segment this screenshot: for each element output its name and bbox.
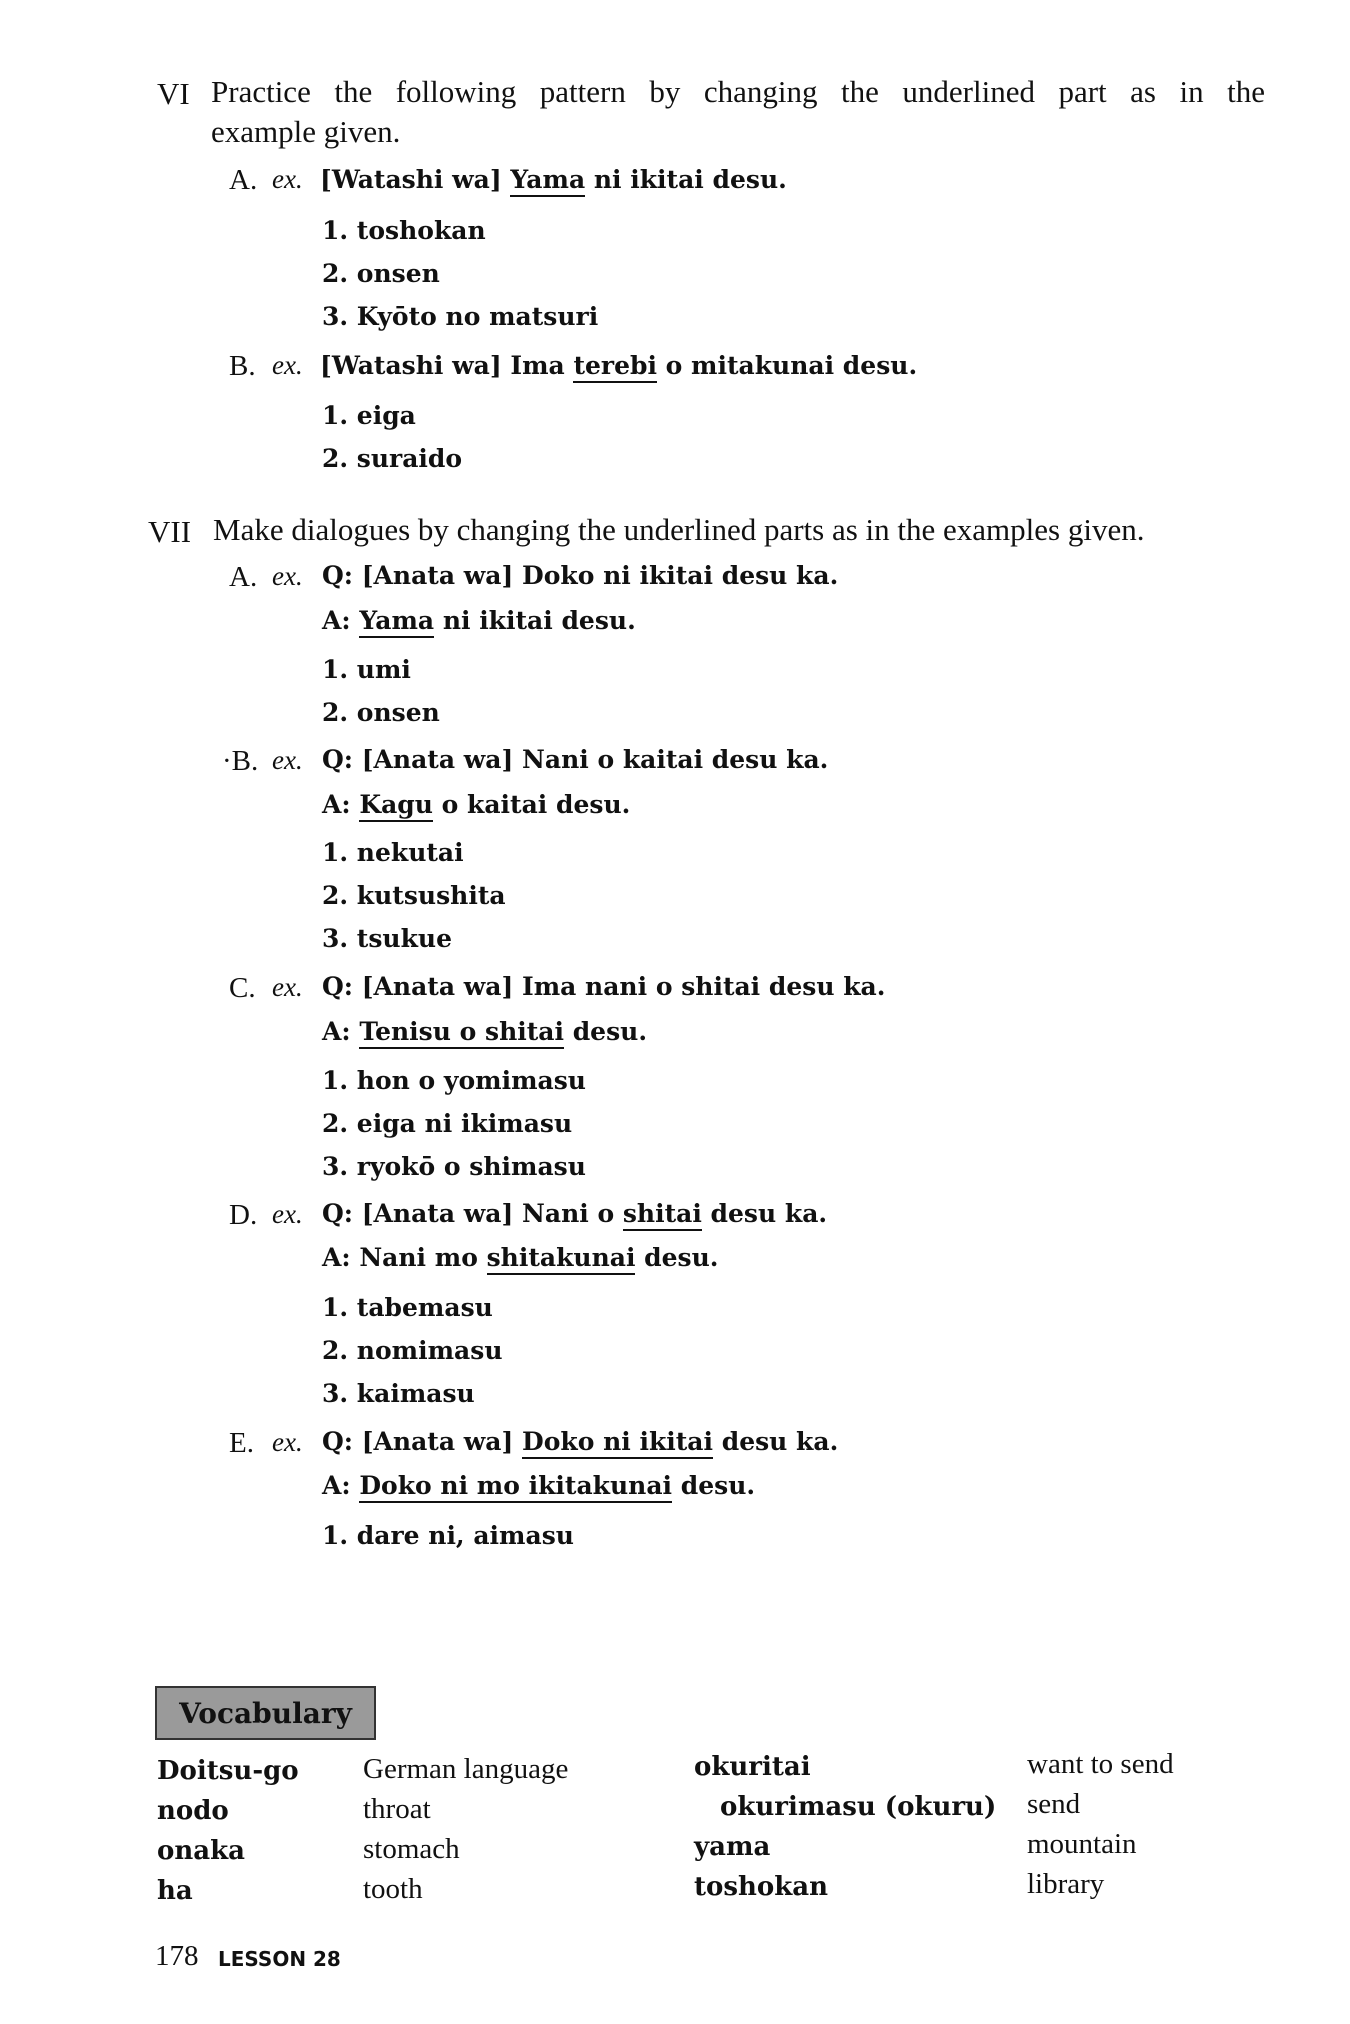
underlined-part: terebi [573, 351, 657, 383]
example-marker: ex. [272, 561, 303, 591]
list-item: 2. eiga ni ikimasu [322, 1109, 573, 1138]
vocabulary-heading: Vocabulary [155, 1686, 376, 1740]
underlined-part: shitai [623, 1199, 702, 1231]
page-number: 178 [155, 1940, 199, 1972]
vocab-meaning: mountain [1027, 1828, 1137, 1860]
exercise-letter: E. [229, 1427, 254, 1459]
vocab-term: Doitsu-go [157, 1756, 299, 1786]
example-marker: ex. [272, 1199, 303, 1229]
lesson-label: LESSON 28 [218, 1947, 341, 1971]
list-item: 2. suraido [322, 444, 463, 473]
example-marker: ex. [272, 164, 303, 194]
list-item: 2. onsen [322, 698, 440, 727]
underlined-part: Doko ni ikitai [522, 1427, 713, 1459]
vocab-term: okurimasu (okuru) [720, 1792, 997, 1822]
answer-line: A: Kagu o kaitai desu. [322, 790, 630, 819]
list-item: 3. Kyōto no matsuri [322, 302, 599, 331]
example-marker: ex. [272, 745, 303, 775]
list-item: 1. umi [322, 655, 411, 684]
vocab-term: nodo [157, 1796, 229, 1826]
exercise-letter: C. [229, 972, 256, 1004]
underlined-part: shitakunai [487, 1243, 636, 1275]
vocab-meaning: want to send [1027, 1748, 1174, 1780]
question-line: Q: [Anata wa] Ima nani o shitai desu ka. [322, 972, 886, 1001]
answer-line: A: Tenisu o shitai desu. [322, 1017, 647, 1046]
question-line: Q: [Anata wa] Nani o kaitai desu ka. [322, 745, 829, 774]
vocab-term: onaka [157, 1836, 245, 1866]
exercise-letter: D. [229, 1199, 258, 1231]
list-item: 1. tabemasu [322, 1293, 493, 1322]
section-instruction: Make dialogues by changing the underlined parts as in the examples given. [213, 512, 1145, 547]
answer-line: A: Doko ni mo ikitakunai desu. [322, 1471, 755, 1500]
exercise-letter: ·B. [222, 745, 259, 777]
vocab-meaning: tooth [363, 1873, 423, 1905]
exercise-letter: B. [229, 350, 256, 382]
underlined-part: Yama [359, 606, 434, 638]
question-line: Q: [Anata wa] Doko ni ikitai desu ka. [322, 1427, 838, 1456]
exercise-letter: A. [229, 164, 258, 196]
vocab-meaning: German language [363, 1753, 569, 1785]
vocab-term: yama [694, 1832, 771, 1862]
exercise-letter: A. [229, 561, 258, 593]
section-instruction-line2: example given. [211, 114, 401, 149]
question-line: Q: [Anata wa] Doko ni ikitai desu ka. [322, 561, 839, 590]
vocab-term: okuritai [694, 1752, 811, 1782]
underlined-part: Kagu [359, 790, 433, 822]
list-item: 2. nomimasu [322, 1336, 503, 1365]
example-marker: ex. [272, 350, 303, 380]
example-marker: ex. [272, 1427, 303, 1457]
section-instruction-line1: Practice the following pattern by changing the underlined part as in the [211, 74, 1265, 109]
list-item: 1. hon o yomimasu [322, 1066, 586, 1095]
vocab-meaning: stomach [363, 1833, 460, 1865]
list-item: 2. kutsushita [322, 881, 506, 910]
list-item: 1. toshokan [322, 216, 486, 245]
section-number: VI [157, 76, 190, 111]
section-number: VII [148, 514, 192, 549]
list-item: 3. tsukue [322, 924, 453, 953]
answer-line: A: Nani mo shitakunai desu. [322, 1243, 719, 1272]
example-sentence: [Watashi wa] Ima terebi o mitakunai desu. [320, 351, 917, 380]
list-item: 3. kaimasu [322, 1379, 475, 1408]
question-line: Q: [Anata wa] Nani o shitai desu ka. [322, 1199, 827, 1228]
underlined-part: Doko ni mo ikitakunai [359, 1471, 672, 1503]
underlined-part: Tenisu o shitai [359, 1017, 564, 1049]
example-sentence: [Watashi wa] Yama ni ikitai desu. [320, 165, 787, 194]
vocab-term: toshokan [694, 1872, 828, 1902]
vocab-meaning: library [1027, 1868, 1105, 1900]
vocab-meaning: send [1027, 1788, 1081, 1820]
answer-line: A: Yama ni ikitai desu. [322, 606, 636, 635]
list-item: 1. dare ni, aimasu [322, 1521, 574, 1550]
vocab-term: ha [157, 1876, 193, 1906]
example-marker: ex. [272, 972, 303, 1002]
underlined-part: Yama [510, 165, 585, 197]
list-item: 2. onsen [322, 259, 440, 288]
list-item: 3. ryokō o shimasu [322, 1152, 586, 1181]
list-item: 1. nekutai [322, 838, 464, 867]
list-item: 1. eiga [322, 401, 416, 430]
vocab-meaning: throat [363, 1793, 431, 1825]
